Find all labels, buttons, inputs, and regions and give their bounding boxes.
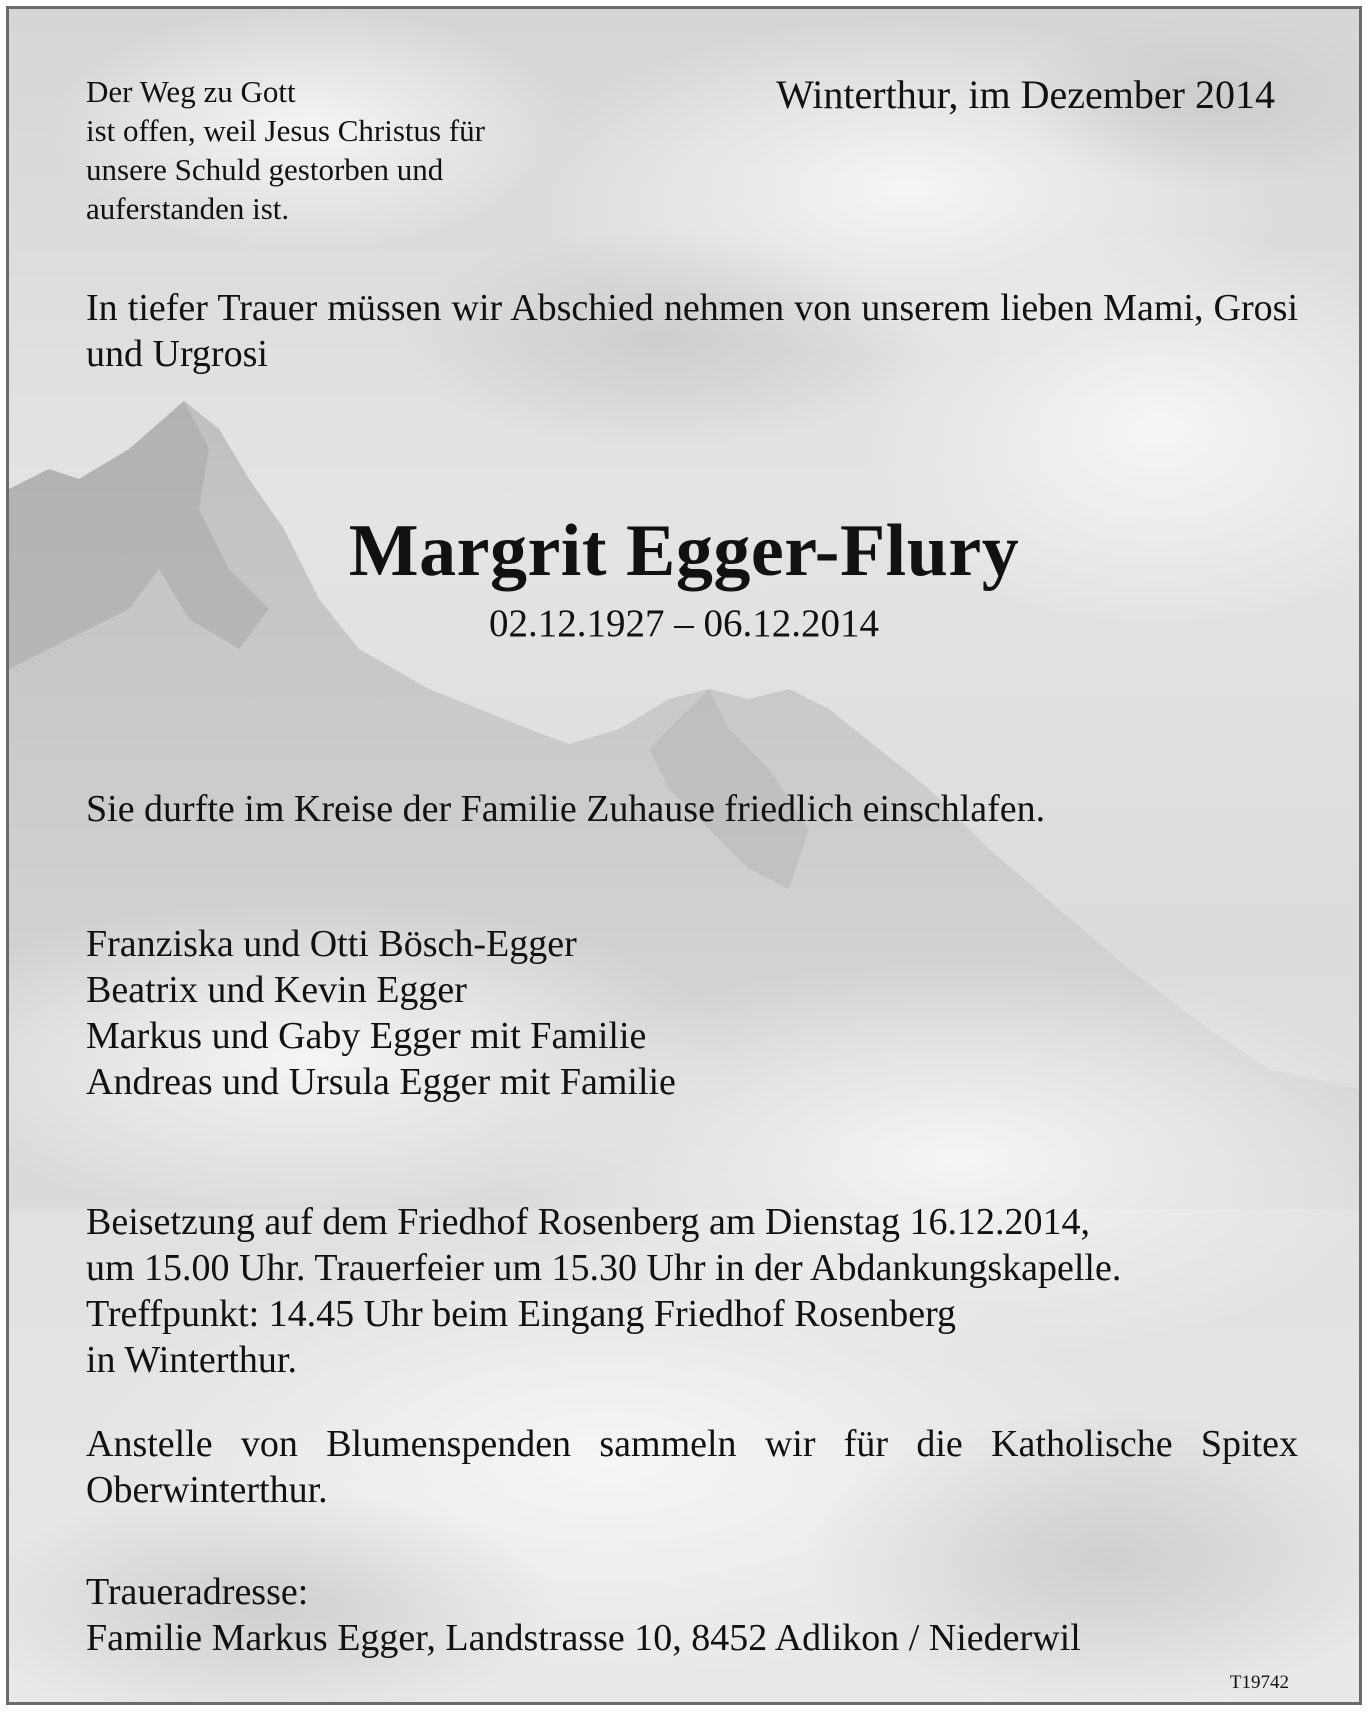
deceased-name: Margrit Egger-Flury (348, 510, 1020, 592)
life-dates: 02.12.1927 – 06.12.2014 (489, 602, 879, 645)
motto-line: unsere Schuld gestorben und (86, 152, 444, 187)
mourning-address (86, 1569, 1081, 1661)
funeral-line: in Winterthur. (86, 1339, 297, 1381)
funeral-line: Treffpunkt: 14.45 Uhr beim Eingang Friedhof Rosenberg (86, 1293, 957, 1335)
mourner-line: Markus und Gaby Egger mit Familie (86, 1015, 647, 1057)
address-value: Familie Markus Egger, Landstrasse 10, 8452 Adlikon / Niederwil (86, 1617, 1081, 1659)
mourner-line: Beatrix und Kevin Egger (86, 969, 467, 1011)
donation-note: Anstelle von Blumenspenden sammeln wir für die Katholische Spitex Oberwinterthur. (86, 1423, 1298, 1511)
motto-line: Der Weg zu Gott (86, 74, 296, 109)
motto-line: ist offen, weil Jesus Christus für (86, 113, 485, 148)
mourners-list (86, 921, 676, 1105)
intro-text: In tiefer Trauer müssen wir Abschied nehmen von unserem lieben Mami, Grosi und Urgrosi (86, 287, 1298, 375)
mourner-line: Andreas und Ursula Egger mit Familie (86, 1061, 676, 1103)
address-label: Traueradresse: (86, 1571, 309, 1613)
place-date: Winterthur, im Dezember 2014 (776, 72, 1275, 117)
bible-motto (86, 72, 485, 228)
funeral-line: um 15.00 Uhr. Trauerfeier um 15.30 Uhr in der Abdankungskapelle. (86, 1247, 1122, 1289)
reference-code: T19742 (1229, 1672, 1289, 1693)
motto-line: auferstanden ist. (86, 191, 290, 226)
mourner-line: Franziska und Otti Bösch-Egger (86, 923, 577, 965)
funeral-details (86, 1199, 1121, 1383)
obituary-notice (6, 6, 1362, 1705)
passing-statement: Sie durfte im Kreise der Familie Zuhause friedlich einschlafen. (86, 788, 1046, 830)
funeral-line: Beisetzung auf dem Friedhof Rosenberg am Dienstag 16.12.2014, (86, 1201, 1090, 1243)
